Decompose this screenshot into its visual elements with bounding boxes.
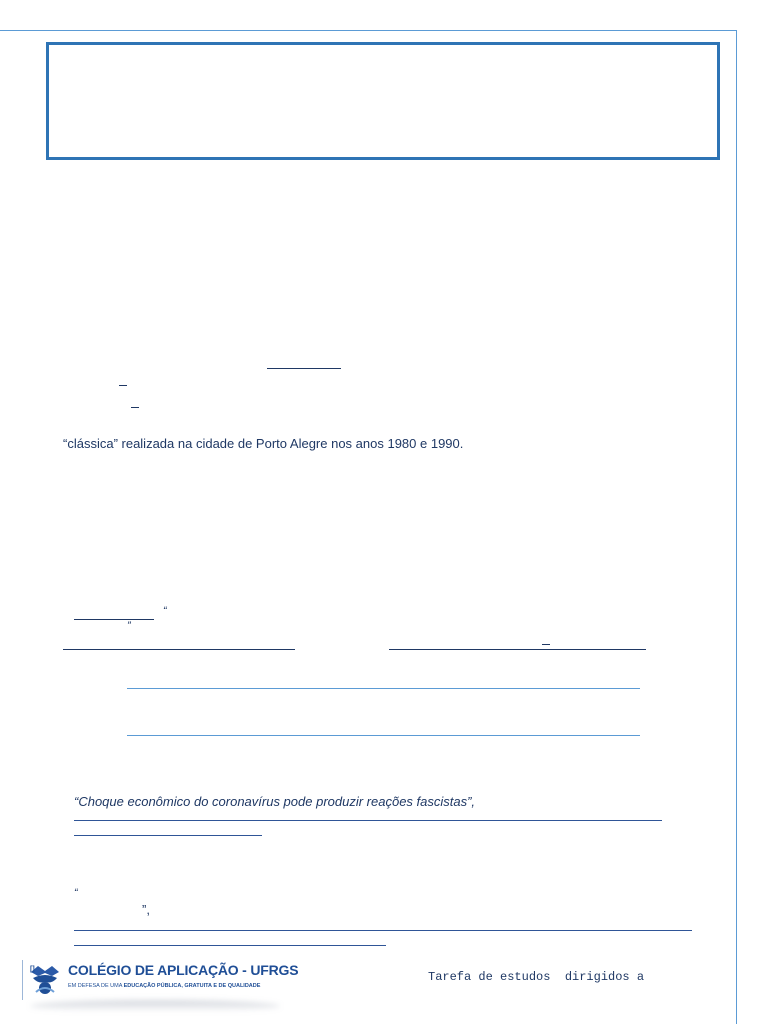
dash-mark xyxy=(542,644,550,645)
dash-mark xyxy=(131,407,139,408)
second-open-quote: “ xyxy=(74,887,78,899)
paragraph-line: “clássica” realizada na cidade de Porto Alegre nos anos 1980 e 1990. xyxy=(63,436,464,451)
underlined-link[interactable] xyxy=(267,368,341,369)
open-quote: “ xyxy=(163,605,167,617)
news-title: “Choque econômico do coronavírus pode produzir reações fascistas”, xyxy=(74,794,476,809)
task-label: Tarefa de estudos dirigidos a xyxy=(428,970,645,984)
school-emblem-icon xyxy=(28,962,62,996)
dash-mark xyxy=(119,385,127,386)
school-name: COLÉGIO DE APLICAÇÃO - UFRGS xyxy=(68,962,299,978)
reference-link-line[interactable] xyxy=(74,930,692,931)
close-quote: ” xyxy=(127,620,131,632)
second-close-quote: ”, xyxy=(142,902,150,917)
answer-line[interactable] xyxy=(127,735,640,736)
reference-link-line[interactable] xyxy=(74,945,386,946)
answer-line[interactable] xyxy=(127,688,640,689)
logo-divider xyxy=(22,960,23,1000)
page-border-right xyxy=(736,30,737,1024)
svg-text:[]: [] xyxy=(30,966,35,973)
reference-link-line[interactable] xyxy=(74,835,262,836)
logo-shadow xyxy=(30,1000,280,1012)
page-border-top xyxy=(0,30,737,31)
header-box xyxy=(46,42,720,160)
reference-link-line[interactable] xyxy=(74,820,662,821)
school-motto: EM DEFESA DE UMA EDUCAÇÃO PÚBLICA, GRATUITA E DE QUALIDADE xyxy=(68,983,261,989)
underlined-link[interactable] xyxy=(389,649,646,650)
underlined-link[interactable] xyxy=(63,649,295,650)
underlined-link[interactable] xyxy=(74,619,154,620)
